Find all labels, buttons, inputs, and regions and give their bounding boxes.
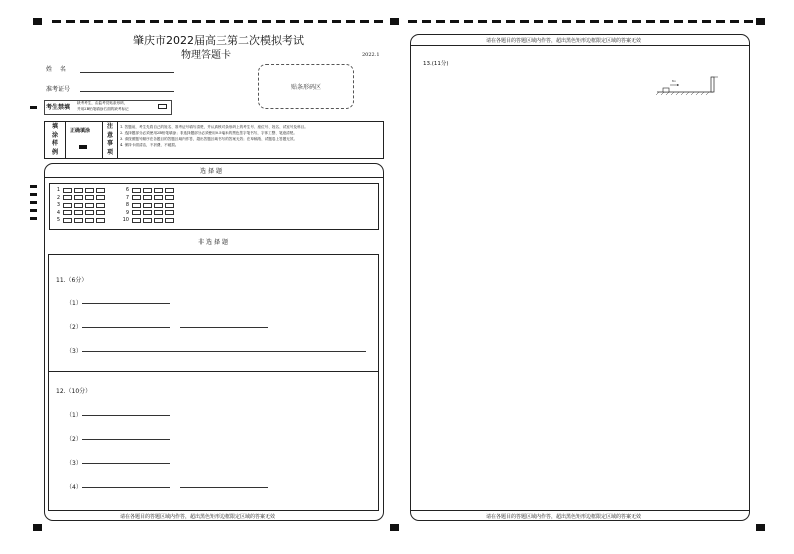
exam-date: 2022.1 bbox=[362, 52, 380, 58]
timing-dash bbox=[492, 20, 501, 23]
timing-dash bbox=[332, 20, 341, 23]
choice-bubble-c[interactable] bbox=[154, 203, 163, 208]
timing-dash bbox=[66, 20, 75, 23]
note-item: 1. 答题前，考生先将自己的姓名、准考证号填写清楚，并认真核对条形码上的考生号、座位号、姓名、试室号及科目。 bbox=[120, 125, 308, 129]
q12-part-3: （3） bbox=[66, 460, 82, 467]
choice-bubble-b[interactable] bbox=[143, 188, 152, 193]
registration-mark bbox=[33, 18, 42, 25]
right-footer-divider bbox=[410, 510, 750, 511]
timing-dash bbox=[318, 20, 327, 23]
registration-mark bbox=[756, 524, 765, 531]
timing-dash bbox=[150, 20, 159, 23]
choice-bubble-a[interactable] bbox=[132, 218, 141, 223]
choice-bubble-a[interactable] bbox=[63, 218, 72, 223]
name-field[interactable] bbox=[80, 72, 174, 73]
correct-fill-sample bbox=[79, 145, 87, 149]
registration-mark bbox=[33, 524, 42, 531]
choice-question-number: 2 bbox=[56, 194, 60, 201]
timing-dash bbox=[374, 20, 383, 23]
timing-mark bbox=[30, 201, 37, 204]
timing-dash bbox=[478, 20, 487, 23]
q12-label: 12.（10分） bbox=[56, 388, 92, 395]
q13-diagram bbox=[655, 74, 723, 98]
timing-dash bbox=[604, 20, 613, 23]
choice-question-row bbox=[53, 210, 107, 216]
choice-bubble-d[interactable] bbox=[96, 188, 105, 193]
q11-part-3: （3） bbox=[66, 348, 82, 355]
q12-part-1: （1） bbox=[66, 412, 82, 419]
notes-label: 注 意 事 项 bbox=[106, 123, 113, 156]
timing-dash bbox=[730, 20, 739, 23]
choice-bubble-d[interactable] bbox=[165, 188, 174, 193]
note-item: 2. 选择题部分必须使用2B铅笔填涂；非选择题部分必须使用0.5毫米的黑色签字笔书写，字体工整、笔迹清楚。 bbox=[120, 131, 297, 135]
timing-dash bbox=[520, 20, 529, 23]
timing-dash bbox=[408, 20, 417, 23]
choice-bubble-c[interactable] bbox=[154, 195, 163, 200]
choice-bubble-c[interactable] bbox=[85, 195, 94, 200]
timing-dash bbox=[108, 20, 117, 23]
choice-question-row bbox=[122, 210, 176, 216]
fill-sample-divider bbox=[65, 121, 66, 159]
choice-question-row bbox=[53, 202, 107, 208]
choice-bubble-b[interactable] bbox=[143, 203, 152, 208]
choice-question-number: 1 bbox=[56, 187, 60, 193]
q12-blank-2[interactable] bbox=[82, 439, 170, 440]
registration-mark bbox=[390, 18, 399, 25]
timing-mark bbox=[30, 193, 37, 196]
timing-mark bbox=[30, 185, 37, 188]
q12-blank-1[interactable] bbox=[82, 415, 170, 416]
timing-dash bbox=[248, 20, 257, 23]
registration-mark bbox=[756, 18, 765, 25]
timing-dash bbox=[290, 20, 299, 23]
choice-bubble-a[interactable] bbox=[132, 188, 141, 193]
choice-question-number: 3 bbox=[56, 202, 60, 208]
choice-question-row bbox=[53, 187, 107, 193]
choice-bubble-b[interactable] bbox=[74, 195, 83, 200]
bottom-warning: 请在各题目的答题区域内作答，超出黑色矩形边框限定区域的答案无效 bbox=[486, 514, 642, 520]
choice-question-number: 4 bbox=[56, 209, 60, 216]
correct-fill-label: 正确填涂 bbox=[70, 128, 91, 134]
choice-bubble-d[interactable] bbox=[165, 210, 174, 215]
timing-dash bbox=[52, 20, 61, 23]
q12-answer-box bbox=[48, 371, 379, 511]
choice-question-row bbox=[122, 217, 176, 223]
q11-blank-1[interactable] bbox=[82, 303, 170, 304]
choice-bubble-a[interactable] bbox=[132, 210, 141, 215]
timing-dash bbox=[122, 20, 131, 23]
q12-part-2: （2） bbox=[66, 436, 82, 443]
choice-bubble-b[interactable] bbox=[74, 218, 83, 223]
registration-mark bbox=[390, 524, 399, 531]
timing-dash bbox=[660, 20, 669, 23]
barcode-label: 贴条形码区 bbox=[290, 84, 321, 91]
timing-mark bbox=[30, 217, 37, 220]
q13-label: 13.(11分) bbox=[423, 61, 449, 67]
q11-label: 11.（6分） bbox=[56, 277, 88, 284]
choice-question-number: 6 bbox=[125, 187, 129, 193]
forbid-label: 考生禁填 bbox=[46, 104, 71, 111]
choice-bubble-c[interactable] bbox=[85, 188, 94, 193]
timing-dash bbox=[562, 20, 571, 23]
choice-bubble-d[interactable] bbox=[165, 203, 174, 208]
timing-dash bbox=[346, 20, 355, 23]
timing-dash bbox=[276, 20, 285, 23]
choice-bubble-a[interactable] bbox=[63, 210, 72, 215]
timing-dash bbox=[716, 20, 725, 23]
timing-dash bbox=[674, 20, 683, 23]
forbid-note: 缺考考生，由监考员贴条形码， bbox=[77, 101, 128, 105]
choice-bubble-c[interactable] bbox=[85, 210, 94, 215]
choice-bubble-d[interactable] bbox=[96, 218, 105, 223]
choice-question-row bbox=[53, 195, 107, 201]
timing-dash bbox=[178, 20, 187, 23]
timing-dash bbox=[80, 20, 89, 23]
choice-bubble-c[interactable] bbox=[85, 218, 94, 223]
timing-dash bbox=[548, 20, 557, 23]
timing-dash bbox=[646, 20, 655, 23]
timing-dash bbox=[534, 20, 543, 23]
right-header-divider bbox=[410, 45, 750, 46]
page-subtitle: 物理答题卡 bbox=[181, 50, 231, 61]
absent-checkbox[interactable] bbox=[158, 104, 167, 109]
choice-question-row bbox=[53, 217, 107, 223]
timing-dash bbox=[436, 20, 445, 23]
name-label: 姓 名 bbox=[46, 66, 69, 73]
q12-blank-4b[interactable] bbox=[180, 487, 268, 488]
timing-dash bbox=[506, 20, 515, 23]
choice-bubble-d[interactable] bbox=[96, 195, 105, 200]
page-title: 肇庆市2022届高三第二次模拟考试 bbox=[133, 34, 304, 47]
timing-dash bbox=[360, 20, 369, 23]
choice-question-row bbox=[122, 202, 176, 208]
q11-blank-3[interactable] bbox=[82, 351, 366, 352]
choice-bubble-b[interactable] bbox=[74, 210, 83, 215]
timing-dash bbox=[262, 20, 271, 23]
q11-blank-2a[interactable] bbox=[82, 327, 170, 328]
choice-question-number: 5 bbox=[56, 217, 60, 223]
choice-question-row bbox=[122, 187, 176, 193]
barcode-area bbox=[258, 64, 354, 109]
choice-bubble-d[interactable] bbox=[96, 210, 105, 215]
choice-bubble-b[interactable] bbox=[143, 218, 152, 223]
timing-dash bbox=[702, 20, 711, 23]
choice-question-number: 9 bbox=[125, 209, 129, 216]
choice-bubble-a[interactable] bbox=[63, 203, 72, 208]
choice-bubble-a[interactable] bbox=[63, 195, 72, 200]
timing-dash bbox=[422, 20, 431, 23]
timing-dash bbox=[632, 20, 641, 23]
bottom-warning: 请在各题目的答题区域内作答，超出黑色矩形边框限定区域的答案无效 bbox=[120, 514, 276, 520]
q11-part-1: （1） bbox=[66, 300, 82, 307]
choice-question-number: 7 bbox=[125, 194, 129, 201]
timing-dash bbox=[192, 20, 201, 23]
timing-dash bbox=[94, 20, 103, 23]
choice-bubble-d[interactable] bbox=[165, 195, 174, 200]
choice-bubble-a[interactable] bbox=[132, 195, 141, 200]
timing-dash bbox=[590, 20, 599, 23]
q12-blank-3[interactable] bbox=[82, 463, 170, 464]
choice-bubble-c[interactable] bbox=[154, 210, 163, 215]
q13-velocity-label: v₀ bbox=[672, 78, 676, 83]
right-answer-panel bbox=[410, 34, 750, 521]
fill-sample-label: 填 涂 样 例 bbox=[51, 123, 58, 156]
forbid-note: 并用2B铅笔填涂右面的缺考标记 bbox=[77, 107, 129, 111]
exam-id-field[interactable] bbox=[80, 91, 174, 92]
timing-dash bbox=[618, 20, 627, 23]
timing-dash bbox=[688, 20, 697, 23]
choice-question-number: 10 bbox=[122, 217, 129, 223]
timing-mark bbox=[30, 209, 37, 212]
note-item: 4. 保持卡面清洁，不折叠，不破损。 bbox=[120, 143, 179, 147]
q11-part-2: （2） bbox=[66, 324, 82, 331]
q12-blank-4a[interactable] bbox=[82, 487, 170, 488]
notes-list bbox=[120, 124, 382, 148]
choice-bubble-b[interactable] bbox=[143, 210, 152, 215]
choice-question-number: 8 bbox=[125, 202, 129, 208]
timing-dash bbox=[576, 20, 585, 23]
timing-dash bbox=[304, 20, 313, 23]
choice-bubble-c[interactable] bbox=[154, 218, 163, 223]
timing-dash bbox=[450, 20, 459, 23]
choice-bubble-b[interactable] bbox=[74, 188, 83, 193]
choice-divider bbox=[44, 177, 384, 178]
choice-bubble-b[interactable] bbox=[74, 203, 83, 208]
timing-dash bbox=[744, 20, 753, 23]
q11-blank-2b[interactable] bbox=[180, 327, 268, 328]
timing-dash bbox=[464, 20, 473, 23]
choice-bubble-a[interactable] bbox=[132, 203, 141, 208]
fill-sample-divider bbox=[102, 121, 103, 159]
timing-dash bbox=[234, 20, 243, 23]
choice-bubble-d[interactable] bbox=[165, 218, 174, 223]
notes-divider bbox=[117, 121, 118, 159]
q11-answer-box bbox=[48, 254, 379, 372]
timing-dash bbox=[220, 20, 229, 23]
exam-id-label: 准考证号 bbox=[46, 86, 71, 93]
choice-bubble-c[interactable] bbox=[154, 188, 163, 193]
choice-section-title: 选择题 bbox=[200, 168, 225, 175]
q12-part-4: （4） bbox=[66, 484, 82, 491]
choice-bubble-b[interactable] bbox=[143, 195, 152, 200]
choice-bubble-a[interactable] bbox=[63, 188, 72, 193]
note-item: 3. 请按照题号顺序在各题目的答题区域内作答，超出答题区域书写的答案无效；在草稿纸、试题卷上答题无效。 bbox=[120, 137, 298, 141]
choice-bubble-d[interactable] bbox=[96, 203, 105, 208]
top-warning: 请在各题目的答题区域内作答，超出黑色矩形边框限定区域的答案无效 bbox=[486, 38, 642, 44]
timing-dash bbox=[206, 20, 215, 23]
nonchoice-section-title: 非选择题 bbox=[198, 239, 231, 246]
timing-mark bbox=[30, 106, 37, 109]
timing-dash bbox=[136, 20, 145, 23]
choice-question-row bbox=[122, 195, 176, 201]
choice-bubble-c[interactable] bbox=[85, 203, 94, 208]
timing-dash bbox=[164, 20, 173, 23]
